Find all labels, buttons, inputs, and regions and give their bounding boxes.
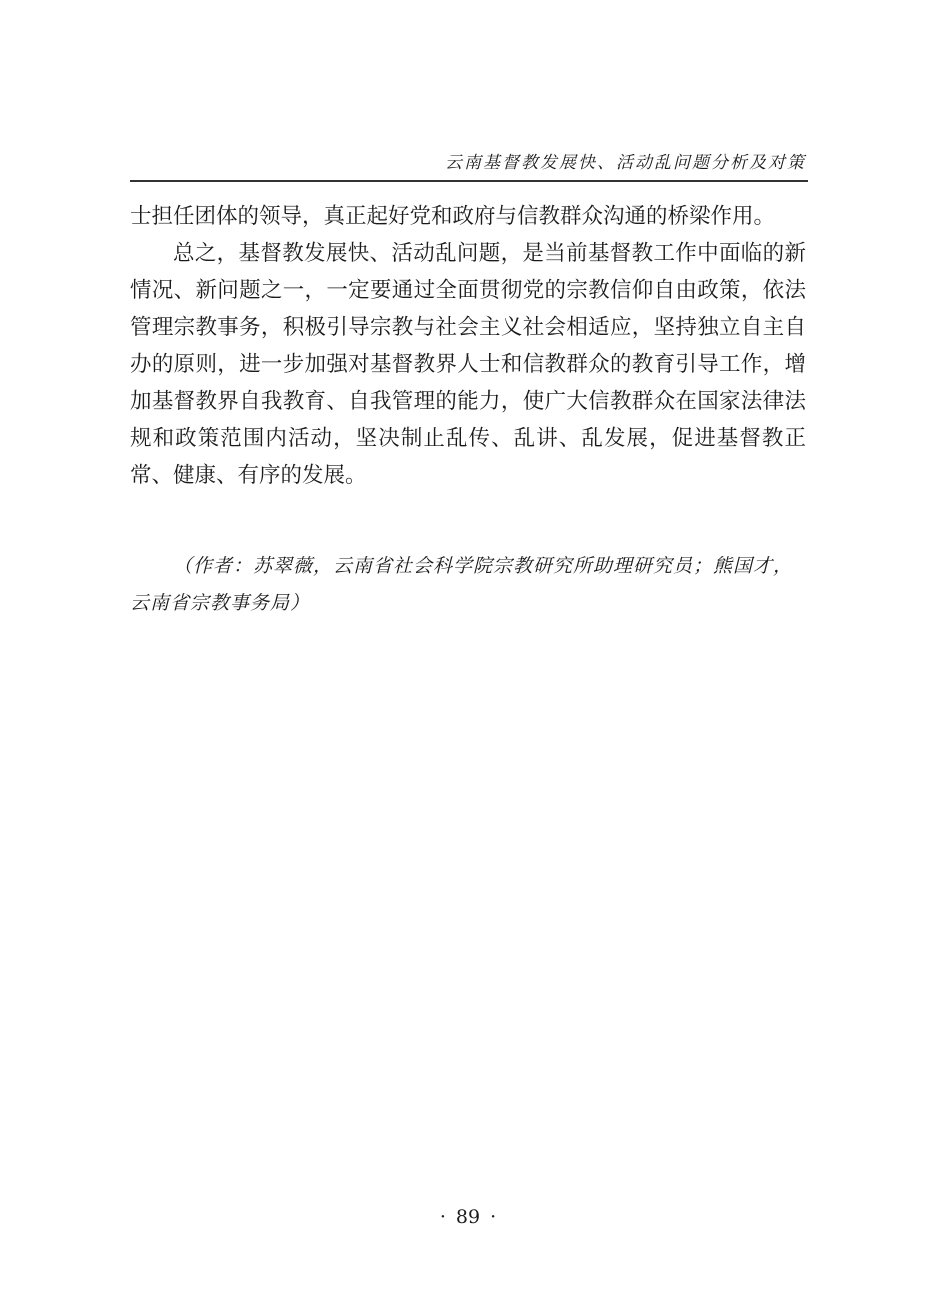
page-number-dot-right: · xyxy=(490,1206,497,1228)
header-rule xyxy=(130,180,808,182)
paragraph: 总之，基督教发展快、活动乱问题，是当前基督教工作中面临的新情况、新问题之一，一定要通过全面贯彻党的宗教信仰自由政策，依法管理宗教事务，积极引导宗教与社会主义社会相适应，坚持独立自主自办的原则，进一步加强对基督教界人士和信教群众的教育引导工作，增加基督教界自我教育、自我管理的能力，使广大信教群众在国家法律法规和政策范围内活动，坚决制止乱传、乱讲、乱发展，促进基督教正常、健康、有序的发展。 xyxy=(130,241,806,488)
page-number: 89 xyxy=(455,1206,481,1228)
paragraph: 士担任团体的领导，真正起好党和政府与信教群众沟通的桥梁作用。 xyxy=(130,204,776,229)
author-note: （作者：苏翠薇，云南省社会科学院宗教研究所助理研究员；熊国才，云南省宗教事务局） xyxy=(130,555,794,614)
running-head: 云南基督教发展快、活动乱问题分析及对策 xyxy=(445,153,806,173)
body-text xyxy=(130,198,806,494)
page-number-footer xyxy=(0,1206,936,1228)
page-number-dot-left: · xyxy=(439,1206,446,1228)
